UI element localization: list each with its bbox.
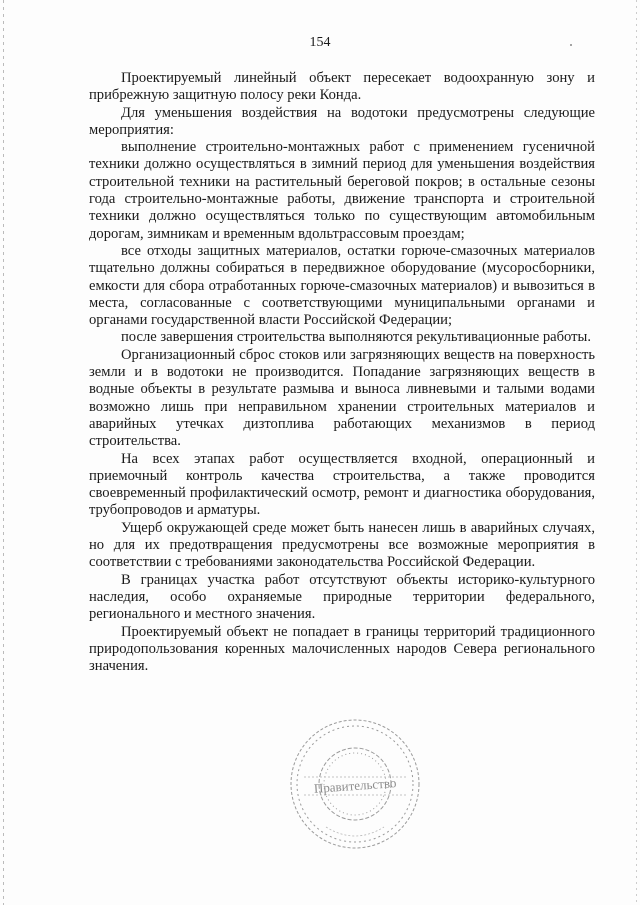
paragraph-water-zone: Проектируемый линейный объект пересекает водоохранную зону и прибрежную защитную полосу реки Конда.: [89, 70, 595, 104]
scan-edge-right: [636, 0, 637, 905]
paragraph-measure-tracked-machinery: выполнение строительно-монтажных работ с применением гусеничной техники должно осуществляться в зимний период для уменьшения воздействия строительной техники на растительный береговой покров; в остальные сезоны года строительно-монтажные работы, движение транспорта и строительной техники должно осуществляться только по существующим автомобильным дорогам, зимникам и временным вдольтрассовым проездам;: [89, 139, 595, 242]
paragraph-heritage: В границах участка работ отсутствуют объекты историко-культурного наследия, особо охраняемые природные территории федерального, регионального и местного значения.: [89, 571, 595, 623]
paragraph-discharge: Организационный сброс стоков или загрязняющих веществ на поверхность земли и в водотоки не производится. Попадание загрязняющих веществ в водные объекты в результате размыва и выноса ливневыми и талыми водами возможно лишь при неправильном хранении строительных материалов и аварийных утечках дизтоплива работающих механизмов в период строительства.: [89, 346, 595, 450]
page-number: 154: [309, 35, 331, 50]
stamp-text: Правительство: [313, 775, 397, 796]
paragraph-measure-recultivation: после завершения строительства выполняются рекультивационные работы.: [121, 329, 591, 346]
paragraph-measures-intro: Для уменьшения воздействия на водотоки предусмотрены следующие мероприятия:: [89, 104, 595, 138]
paragraph-indigenous-territories: Проектируемый объект не попадает в границы территорий традиционного природопользования коренных малочисленных народов Севера регионального значения.: [89, 623, 595, 675]
scan-speck: [570, 44, 572, 46]
paragraph-quality-control: На всех этапах работ осуществляется входной, операционный и приемочный контроль качества строительства, а также проводится своевременный профилактический осмотр, ремонт и диагностика оборудования, трубопроводов и арматуры.: [89, 450, 595, 519]
document-body: [89, 70, 595, 675]
paragraph-damage: Ущерб окружающей среде может быть нанесен лишь в аварийных случаях, но для их предотвращения предусмотрены все возможные мероприятия в соответствии с требованиями законодательства Российской Федерации.: [89, 519, 595, 571]
scan-edge-left: [3, 0, 4, 905]
official-seal-stamp: [286, 715, 424, 853]
paragraph-measure-waste-collection: все отходы защитных материалов, остатки горюче-смазочных материалов тщательно должны собираться в передвижное оборудование (мусоросборники, емкости для сбора отработанных горюче-смазочных материалов) и вывозиться в места, согласованные с соответствующими муниципальными органами и органами государственной власти Российской Федерации;: [89, 242, 595, 329]
